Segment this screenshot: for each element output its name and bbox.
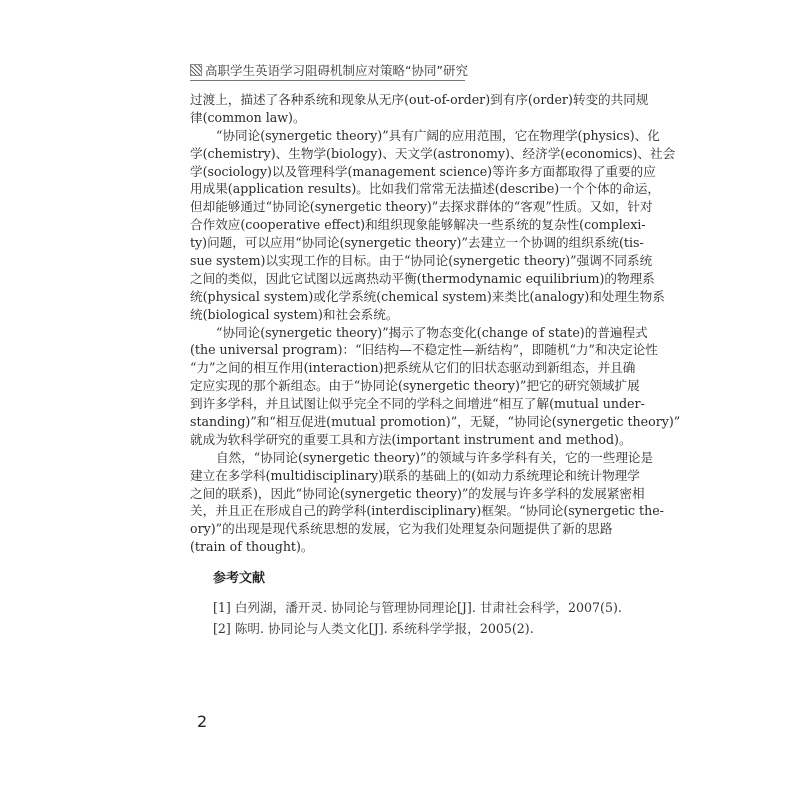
reference-item: [1] 白列湖，潘开灵. 协同论与管理协同理论[J]. 甘肃社会科学，2007(5).: [213, 600, 622, 615]
text-line: 过渡上，描述了各种系统和现象从无序(out-of-order)到有序(order)转变的共同规: [190, 92, 649, 107]
text-line: 用成果(application results)。比如我们常常无法描述(describe)一个个体的命运，: [190, 181, 660, 197]
references-heading: 参考文献: [213, 571, 266, 586]
text-line: 关，并且正在形成自己的跨学科(interdisciplinary)框架。“协同论(synergetic the-: [190, 503, 664, 519]
text-line: 到许多学科，并且试图让似乎完全不同的学科之间增进“相互了解(mutual under-: [190, 396, 645, 412]
text-line: “力”之间的相互作用(interaction)把系统从它们的旧状态驱动到新组态，并且确: [190, 360, 636, 376]
paragraph: [190, 324, 681, 449]
text-line: 自然，“协同论(synergetic theory)”的领域与许多学科有关，它的一些理论是: [216, 449, 654, 465]
running-header: [190, 63, 468, 81]
text-line: 定应实现的那个新组态。由于“协同论(synergetic theory)”把它的研究领域扩展: [190, 378, 640, 394]
header-ornament-icon: [190, 64, 202, 76]
text-line: 统(biological system)和社会系统。: [190, 306, 399, 322]
text-line: 律(common law)。: [190, 109, 306, 125]
text-line: 就成为软科学研究的重要工具和方法(important instrument and method)。: [190, 431, 632, 447]
text-line: 学(chemistry)、生物学(biology)、天文学(astronomy)、经济学(economics)、社会: [190, 145, 676, 161]
text-line: “协同论(synergetic theory)”揭示了物态变化(change of state)的普遍程式: [216, 324, 648, 340]
paragraph: [190, 127, 676, 324]
text-line: 之间的联系)，因此“协同论(synergetic theory)”的发展与许多学科的发展紧密相: [190, 485, 645, 501]
page-number: 2: [197, 712, 208, 731]
text-line: 统(physical system)或化学系统(chemical system)来类比(analogy)和处理生物系: [190, 288, 665, 304]
paragraph: [190, 91, 649, 127]
text-line: standing)”和“相互促进(mutual promotion)”，无疑，“协同论(synergetic theory)”: [190, 414, 681, 430]
text-line: 建立在多学科(multidisciplinary)联系的基础上的(如动力系统理论和统计物理学: [190, 467, 640, 483]
text-line: “协同论(synergetic theory)”具有广阔的应用范围，它在物理学(physics)、化: [216, 127, 660, 143]
paragraph: [190, 449, 664, 556]
header-title: 高职学生英语学习阻碍机制应对策略“协同”研究: [205, 63, 468, 78]
text-line: 之间的类似，因此它试图以远离热动平衡(thermodynamic equilibrium)的物理系: [190, 270, 655, 286]
body-text: [190, 91, 681, 556]
text-line: 学(sociology)以及管理科学(management science)等许多方面都取得了重要的应: [190, 163, 656, 179]
text-line: 但却能够通过“协同论(synergetic theory)”去探求群体的“客观”性质。又如，针对: [190, 199, 653, 215]
text-line: ty)问题，可以应用“协同论(synergetic theory)”去建立一个协调的组织系统(tis-: [190, 235, 644, 251]
text-line: (the universal program)：“旧结构—不稳定性—新结构”，即随机“力”和决定论性: [190, 342, 658, 358]
text-line: sue system)以实现工作的目标。由于“协同论(synergetic theory)”强调不同系统: [190, 253, 653, 269]
text-line: (train of thought)。: [190, 539, 314, 555]
text-line: 合作效应(cooperative effect)和组织现象能够解决一些系统的复杂性(complexi-: [190, 217, 646, 233]
text-line: ory)”的出现是现代系统思想的发展，它为我们处理复杂问题提供了新的思路: [190, 521, 613, 537]
reference-item: [2] 陈明. 协同论与人类文化[J]. 系统科学学报，2005(2).: [213, 621, 534, 636]
